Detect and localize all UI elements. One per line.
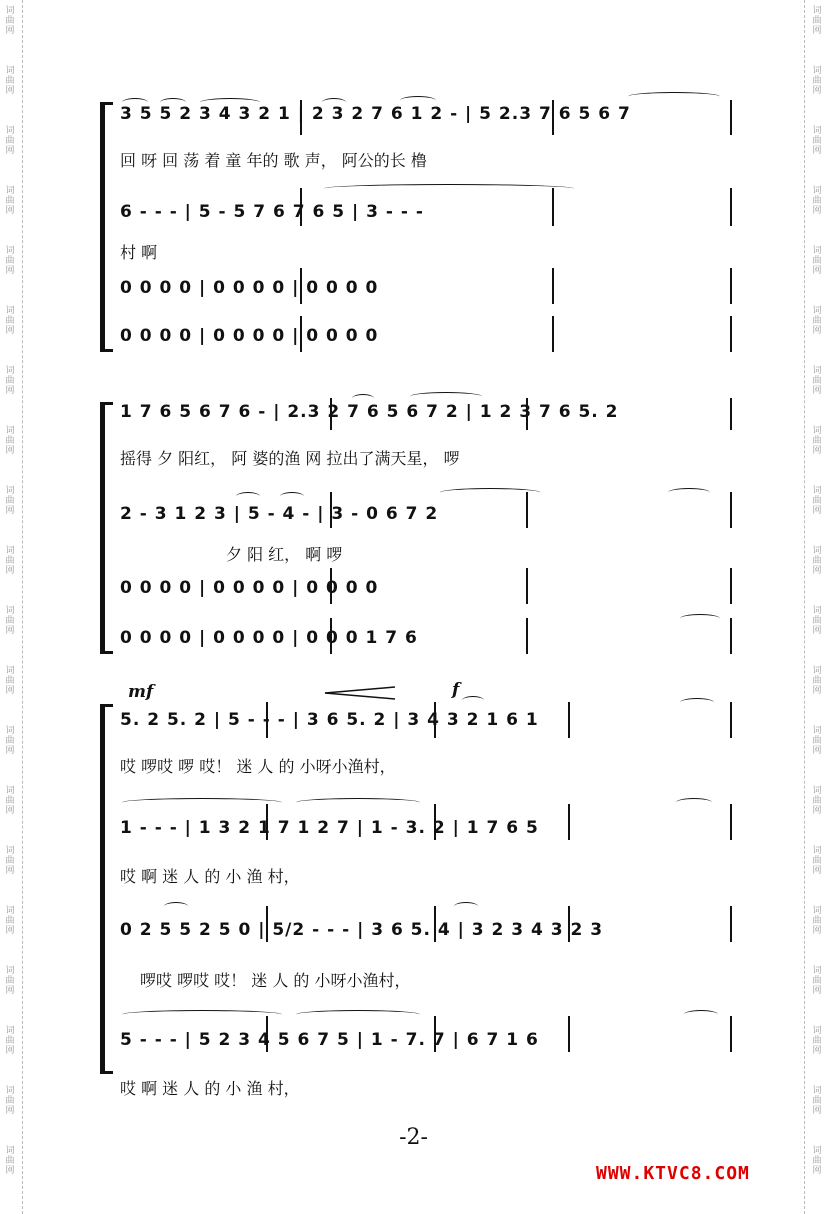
watermark-text: 词曲网 xyxy=(812,486,822,516)
watermark-text: 词曲网 xyxy=(5,126,15,156)
watermark-text: 词曲网 xyxy=(812,786,822,816)
tie xyxy=(440,488,540,497)
watermark-text: 词曲网 xyxy=(5,846,15,876)
watermark-text: 词曲网 xyxy=(5,1146,15,1176)
barline xyxy=(568,702,570,738)
watermark-text: 词曲网 xyxy=(5,666,15,696)
watermark-text: 词曲网 xyxy=(5,606,15,636)
voice-3-notes: 0 0 0 0 | 0 0 0 0 | 0 0 0 0 xyxy=(120,578,379,598)
system-bracket xyxy=(100,402,113,654)
voice-4-notes: 5 - - - | 5 2 3 4 5 6 7 5 | 1 - 7. 7 | 6 7 1 6 xyxy=(120,1030,539,1050)
watermark-text: 词曲网 xyxy=(5,726,15,756)
score-system-2 xyxy=(100,392,740,654)
barline xyxy=(730,702,732,738)
slur xyxy=(676,798,712,807)
slur xyxy=(410,392,482,401)
page-number: -2- xyxy=(399,1125,428,1150)
slur xyxy=(680,698,714,707)
watermark-text: 词曲网 xyxy=(812,906,822,936)
watermark-text: 词曲网 xyxy=(5,786,15,816)
system-bracket xyxy=(100,102,113,352)
barline xyxy=(526,618,528,654)
voice-1-lyrics: 摇得 夕 阳红， 阿 婆的渔 网 拉出了满天星， 啰 xyxy=(120,449,460,468)
voice-3-notes: 0 2 5 5 2 5 0 | 5/2 - - - | 3 6 5. 4 | 3 2 3 4 3 2 3 xyxy=(120,920,604,940)
score-system-1 xyxy=(100,90,740,352)
barline xyxy=(552,268,554,304)
barline xyxy=(526,492,528,528)
watermark-text: 词曲网 xyxy=(812,846,822,876)
dynamic-f: f xyxy=(452,680,460,700)
watermark-text: 词曲网 xyxy=(5,366,15,396)
voice-1-lyrics: 哎 啰哎 啰 哎！ 迷 人 的 小呀小渔村， xyxy=(120,757,396,776)
voice-3-notes: 0 0 0 0 | 0 0 0 0 | 0 0 0 0 xyxy=(120,278,379,298)
watermark-text: 词曲网 xyxy=(5,1086,15,1116)
watermark-text: 词曲网 xyxy=(5,486,15,516)
watermark-text: 词曲网 xyxy=(812,126,822,156)
score-system-3 xyxy=(100,680,740,1100)
slur xyxy=(628,92,720,101)
barline xyxy=(730,568,732,604)
voice-2-notes: 6 - - - | 5 - 5 7 6 7 6 5 | 3 - - - xyxy=(120,202,424,222)
watermark-text: 词曲网 xyxy=(812,726,822,756)
voice-4-notes: 0 0 0 0 | 0 0 0 0 | 0 0 0 0 xyxy=(120,326,379,346)
slur xyxy=(296,1010,420,1019)
voice-2-lyrics: 村 啊 xyxy=(120,243,158,262)
barline xyxy=(730,100,732,135)
voice-2-notes: 2 - 3 1 2 3 | 5 - 4 - | 3 - 0 6 7 2 xyxy=(120,504,439,524)
slur xyxy=(680,614,720,623)
slur xyxy=(296,798,420,807)
watermark-text: 词曲网 xyxy=(812,366,822,396)
voice-3-lyrics: 啰哎 啰哎 哎！ 迷 人 的 小呀小渔村， xyxy=(140,971,411,990)
barline xyxy=(552,316,554,352)
watermark-text: 词曲网 xyxy=(5,1026,15,1056)
system-bracket xyxy=(100,704,113,1074)
dynamic-mf: mf xyxy=(128,682,154,702)
watermark-text: 词曲网 xyxy=(5,546,15,576)
voice-2-notes: 1 - - - | 1 3 2 1 7 1 2 7 | 1 - 3. 2 | 1 7 6 5 xyxy=(120,818,539,838)
voice-4-lyrics: 哎 啊 迷 人 的 小 渔 村， xyxy=(120,1079,300,1098)
barline xyxy=(730,316,732,352)
watermark-text: 词曲网 xyxy=(812,606,822,636)
tie xyxy=(324,184,574,193)
watermark-text: 词曲网 xyxy=(812,666,822,696)
barline xyxy=(730,1016,732,1052)
voice-1-lyrics: 回 呀 回 荡 着 童 年的 歌 声， 阿公的长 橹 xyxy=(120,151,427,170)
watermark-text: 词曲网 xyxy=(5,246,15,276)
watermark-text: 词曲网 xyxy=(812,6,822,36)
slur xyxy=(164,902,188,911)
tie xyxy=(122,1010,282,1019)
slur xyxy=(668,488,710,497)
watermark-text: 词曲网 xyxy=(5,66,15,96)
watermark-text: 词曲网 xyxy=(812,546,822,576)
watermark-text: 词曲网 xyxy=(5,966,15,996)
tie xyxy=(122,798,282,807)
right-margin-watermark xyxy=(804,0,827,1214)
watermark-text: 词曲网 xyxy=(5,6,15,36)
watermark-text: 词曲网 xyxy=(812,1146,822,1176)
barline xyxy=(552,188,554,226)
watermark-text: 词曲网 xyxy=(812,186,822,216)
watermark-text: 词曲网 xyxy=(5,306,15,336)
barline xyxy=(730,268,732,304)
site-logo: WWW.KTVC8.COM xyxy=(596,1163,750,1184)
voice-4-notes: 0 0 0 0 | 0 0 0 0 | 0 0 0 1 7 6 xyxy=(120,628,418,648)
watermark-text: 词曲网 xyxy=(812,1086,822,1116)
barline xyxy=(568,804,570,840)
voice-2-lyrics: 夕 阳 红， 啊 啰 xyxy=(226,545,343,564)
barline xyxy=(730,906,732,942)
voice-1-notes: 3 5 5 2 3 4 3 2 1 | 2 3 2 7 6 1 2 - | 5 2.3 7 6 5 6 7 xyxy=(120,104,631,124)
slur xyxy=(454,902,478,911)
slur xyxy=(236,492,260,501)
barline xyxy=(526,568,528,604)
barline xyxy=(730,804,732,840)
watermark-text: 词曲网 xyxy=(5,906,15,936)
barline xyxy=(730,188,732,226)
barline xyxy=(568,1016,570,1052)
watermark-text: 词曲网 xyxy=(812,426,822,456)
barline xyxy=(730,492,732,528)
voice-2-lyrics: 哎 啊 迷 人 的 小 渔 村， xyxy=(120,867,300,886)
watermark-text: 词曲网 xyxy=(812,306,822,336)
left-margin-watermark xyxy=(0,0,23,1214)
watermark-text: 词曲网 xyxy=(812,966,822,996)
watermark-text: 词曲网 xyxy=(5,186,15,216)
voice-1-notes: 1 7 6 5 6 7 6 - | 2.3 2 7 6 5 6 7 2 | 1 2 3 7 6 5. 2 xyxy=(120,402,619,422)
watermark-text: 词曲网 xyxy=(812,1026,822,1056)
crescendo-hairpin xyxy=(325,686,395,700)
watermark-text: 词曲网 xyxy=(812,246,822,276)
slur xyxy=(684,1010,718,1019)
slur xyxy=(280,492,304,501)
slur xyxy=(462,696,484,705)
watermark-text: 词曲网 xyxy=(812,66,822,96)
voice-1-notes: 5. 2 5. 2 | 5 - - - | 3 6 5. 2 | 3 4 3 2 1 6 1 xyxy=(120,710,539,730)
watermark-text: 词曲网 xyxy=(5,426,15,456)
barline xyxy=(730,398,732,430)
barline xyxy=(730,618,732,654)
